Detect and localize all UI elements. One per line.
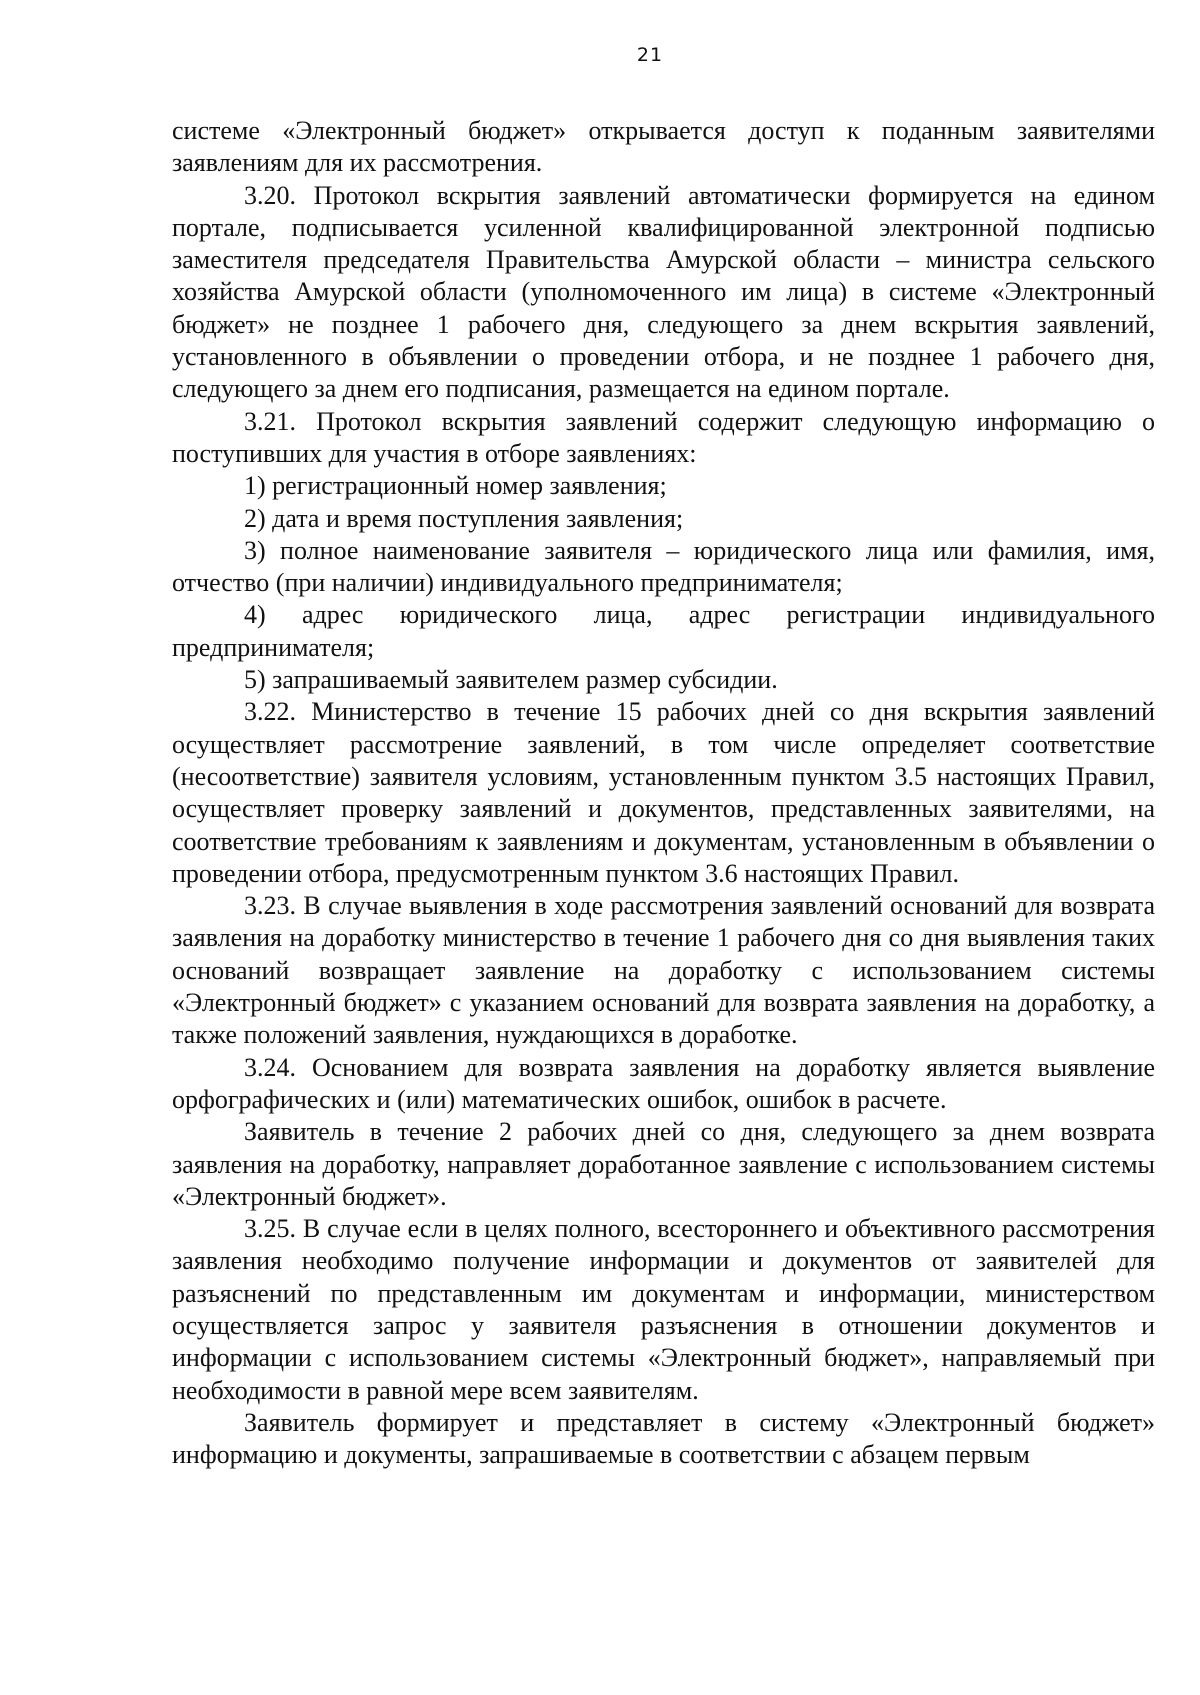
document-body [172,115,1155,1471]
paragraph-applicant-resubmission: Заявитель в течение 2 рабочих дней со дня, следующего за днем возврата заявления на доработку, направляет доработанное заявление с использованием системы «Электронный бюджет». [172,1117,1155,1211]
paragraph-3-24: 3.24. Основанием для возврата заявления на доработку является выявление орфографических и (или) математических ошибок, ошибок в расчете. [172,1052,1155,1114]
paragraph-3-23: 3.23. В случае выявления в ходе рассмотрения заявлений оснований для возврата заявления на доработку министерство в течение 1 рабочего дня со дня выявления таких оснований возвращает заявление на доработку с использованием системы «Электронный бюджет» с указанием оснований для возврата заявления на доработку, а также положений заявления, нуждающихся в доработке. [172,891,1155,1050]
paragraph-applicant-response: Заявитель формирует и представляет в систему «Электронный бюджет» информацию и документы, запрашиваемые в соответствии с абзацем первым [172,1407,1155,1470]
paragraph-3-21: 3.21. Протокол вскрытия заявлений содержит следующую информацию о поступивших для участия в отборе заявлениях: [172,406,1155,468]
list-item-5: 5) запрашиваемый заявителем размер субсидии. [244,665,778,695]
list-item-2: 2) дата и время поступления заявления; [244,503,684,533]
paragraph-continuation: системе «Электронный бюджет» открывается доступ к поданным заявителями заявлениям для их рассмотрения. [172,116,1155,178]
list-item-1: 1) регистрационный номер заявления; [244,471,667,501]
list-item-4: 4) адрес юридического лица, адрес регистрации индивидуального предпринимателя; [172,600,1155,662]
paragraph-3-25: 3.25. В случае если в целях полного, всестороннего и объективного рассмотрения заявления необходимо получение информации и документов от заявителей для разъяснений по представленным им документам и информации, министерством осуществляется запрос у заявителя разъяснения в отношении документов и информации с использованием системы «Электронный бюджет», направляемый при необходимости в равной мере всем заявителям. [172,1214,1155,1405]
page-number: 21 [636,44,664,66]
list-item-3: 3) полное наименование заявителя – юридического лица или фамилия, имя, отчество (при наличии) индивидуального предпринимателя; [172,535,1155,598]
paragraph-3-22: 3.22. Министерство в течение 15 рабочих дней со дня вскрытия заявлений осуществляет рассмотрение заявлений, в том числе определяет соответствие (несоответствие) заявителя условиям, установленным пунктом 3.5 настоящих Правил, осуществляет проверку заявлений и документов, представленных заявителями, на соответствие требованиям к заявлениям и документам, установленным в объявлении о проведении отбора, предусмотренным пунктом 3.6 настоящих Правил. [172,697,1155,888]
paragraph-3-20: 3.20. Протокол вскрытия заявлений автоматически формируется на едином портале, подписывается усиленной квалифицированной электронной подписью заместителя председателя Правительства Амурской области – министра сельского хозяйства Амурской области (уполномоченного им лица) в системе «Электронный бюджет» не позднее 1 рабочего дня, следующего за днем вскрытия заявлений, установленного в объявлении о проведении отбора, и не позднее 1 рабочего дня, следующего за днем его подписания, размещается на едином портале. [172,180,1155,404]
